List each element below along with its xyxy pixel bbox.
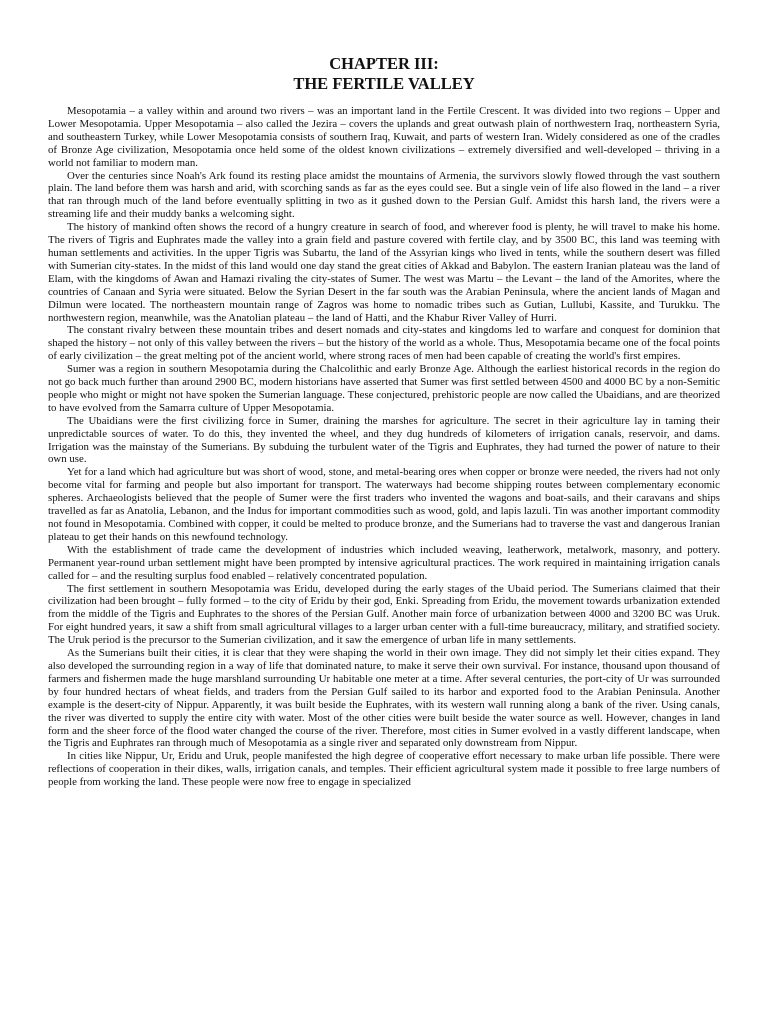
chapter-title bbox=[48, 54, 720, 94]
chapter-name: THE FERTILE VALLEY bbox=[293, 74, 475, 93]
document-page bbox=[48, 54, 720, 1022]
chapter-heading: CHAPTER III: bbox=[329, 54, 439, 73]
paragraph: The history of mankind often shows the record of a hungry creature in search of food, and wherever food is plenty, he will travel to make his home. The rivers of Tigris and Euphrates made the valley into a grain field and pasture covered with fertile clay, and by 3500 BC, this land was teeming with human settlements and activities. In the upper Tigris was Subartu, the land of the Assyrian kings who lived in tents, while the southern desert was filled with Sumerian city-states. In the midst of this land would one day stand the great cities of Akkad and Babylon. The eastern Iranian plateau was the land of Elam, with the kingdoms of Awan and Hamazi rivaling the city-states of Sumer. The west was Martu – the Levant – the land of the Amorites, where the countries of Canaan and Syria were situated. Below the Syrian Desert in the far south was the Arabian Peninsula, where the ancient lands of Magan and Dilmun were located. The northeastern mountain range of Zagros was home to nomadic tribes such as Gutian, Lullubi, Kassite, and Turukku. The northwestern region, meanwhile, was the Anatolian plateau – the land of Hatti, and the Khabur River Valley of Hurri. bbox=[48, 221, 720, 324]
body-text bbox=[48, 105, 720, 789]
paragraph: The first settlement in southern Mesopotamia was Eridu, developed during the early stages of the Ubaid period. The Sumerians claimed that their civilization had been brought – fully formed – to the city of Eridu by their god, Enki. Spreading from Eridu, the movement towards urbanization extended from the middle of the Tigris and Euphrates to the shores of the Persian Gulf. Another main force of urbanization between 4000 and 3200 BC was Uruk. For eight hundred years, it saw a shift from small agricultural villages to a larger urban center with a full-time bureaucracy, military, and stratified society. The Uruk period is the precursor to the Sumerian civilization, and it saw the emergence of urban life in many settlements. bbox=[48, 582, 720, 647]
paragraph: Yet for a land which had agriculture but was short of wood, stone, and metal-bearing ores when copper or bronze were needed, the rivers had not only become vital for farming and people but also important for transport. The waterways had become shipping routes between complementary economic spheres. Archaeologists believed that the people of Sumer were the first traders who invented the wagons and boat-sails, and their caravans and ships travelled as far as Anatolia, Lebanon, and the Indus for important commodities such as wood, gold, and lapis lazuli. Tin was another important commodity not found in Mesopotamia. Combined with copper, it could be melted to produce bronze, and the Sumerians had to traverse the vast and dangerous Iranian plateau to get their hands on this newfound technology. bbox=[48, 466, 720, 543]
paragraph: Over the centuries since Noah's Ark found its resting place amidst the mountains of Armenia, the survivors slowly flowed through the vast southern plain. The land before them was harsh and arid, with scorching sands as far as the eyes could see. But a single vein of life also flowed in the land – a river that ran through much of the land before eventually splitting in two as it gushed down to the Persian Gulf. Amidst this harsh land, the rivers were a streaming life and their muddy banks a welcoming sight. bbox=[48, 169, 720, 221]
paragraph: The Ubaidians were the first civilizing force in Sumer, draining the marshes for agriculture. The secret in their agriculture lay in taming their unpredictable sources of water. To do this, they invented the wheel, and they dug hundreds of kilometers of irrigation canals, reservoir, and dams. Irrigation was the mainstay of the Sumerians. By subduing the turbulent water of the Tigris and Euphrates, they had turned the power of nature to their own use. bbox=[48, 414, 720, 466]
paragraph: Mesopotamia – a valley within and around two rivers – was an important land in the Fertile Crescent. It was divided into two regions – Upper and Lower Mesopotamia. Upper Mesopotamia – also called the Jezira – covers the uplands and great outwash plain of northwestern Iraq, northeastern Syria, and southeastern Turkey, while Lower Mesopotamia consists of southern Iraq, Kuwait, and parts of western Iran. Widely considered as one of the cradles of Bronze Age civilization, Mesopotamia once held some of the oldest known civilizations – extremely diversified and well-developed – thriving in a world not familiar to modern man. bbox=[48, 105, 720, 169]
paragraph: In cities like Nippur, Ur, Eridu and Uruk, people manifested the high degree of cooperative effort necessary to make urban life possible. There were reflections of cooperation in their dikes, walls, irrigation canals, and temples. Their efficient agricultural system made it possible to free large numbers of people from working the land. These people were now free to engage in specialized bbox=[48, 750, 720, 789]
paragraph: With the establishment of trade came the development of industries which included weaving, leatherwork, metalwork, masonry, and pottery. Permanent year-round urban settlement might have been prompted by intensive agricultural practices. The work required in maintaining irrigation canals called for – and the resulting surplus food enabled – relatively concentrated population. bbox=[48, 543, 720, 582]
paragraph: As the Sumerians built their cities, it is clear that they were shaping the world in their own image. They did not simply let their cities expand. They also developed the surrounding region in a way of life that dominated nature, to make it serve their own survival. For instance, thousand upon thousand of farmers and fishermen made the huge marshland surrounding Ur habitable one meter at a time. After several centuries, the port-city of Ur was surrounded by four hundred hectars of wheat fields, and traders from the Persian Gulf sailed to its harbor and exported food to the Arabian Peninsula. Another example is the desert-city of Nippur. Apparently, it was built beside the Euphrates, with its western wall running along a bank of the river. Using canals, the river was diverted to supply the entire city with water. Most of the other cities were built beside the water source as well. However, changes in land form and the sheer force of the flood water changed the course of the river. Therefore, most cities in Sumer evolved in a vastly different landscape, when the Tigris and Euphrates ran through much of Mesopotamia as a single river and separated only downstream from Nippur. bbox=[48, 647, 720, 750]
paragraph: The constant rivalry between these mountain tribes and desert nomads and city-states and kingdoms led to warfare and conquest for dominion that shaped the history – not only of this valley between the rivers – but the history of the world as a whole. Thus, Mesopotamia became one of the focal points of early civilization – the great melting pot of the ancient world, where strong races of men had been capable of creating the world's first empires. bbox=[48, 324, 720, 363]
paragraph: Sumer was a region in southern Mesopotamia during the Chalcolithic and early Bronze Age. Although the earliest historical records in the region do not go back much further than around 2900 BC, modern historians have asserted that Sumer was first settled between 4500 and 4000 BC by a non-Semitic people who might or might not have spoken the Sumerian language. These conjectured, prehistoric people are now called the Ubaidians, and are theorized to have evolved from the Samarra culture of Upper Mesopotamia. bbox=[48, 363, 720, 414]
